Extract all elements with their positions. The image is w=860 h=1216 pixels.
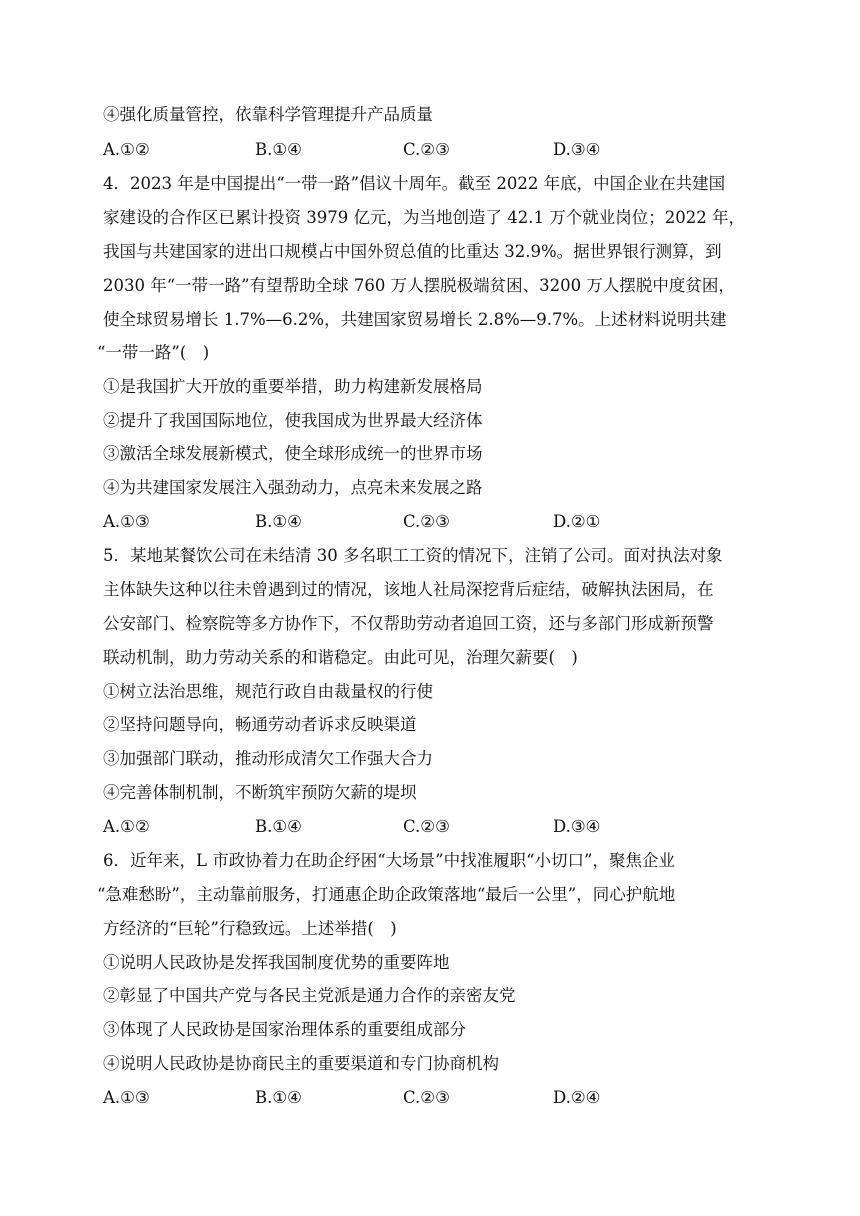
q3-item-4: ④强化质量管控，依靠科学管理提升产品质量 xyxy=(103,105,433,124)
q4-item-1: ①是我国扩大开放的重要举措，助力构建新发展格局 xyxy=(103,377,483,396)
q3-option-c: C.②③ xyxy=(403,140,450,159)
q6-stem-line-1: 6．近年来，L 市政协着力在助企纾困“大场景”中找准履职“小切口”，聚焦企业 xyxy=(103,851,675,870)
q6-item-1: ①说明人民政协是发挥我国制度优势的重要阵地 xyxy=(103,953,450,972)
q5-item-2: ②坚持问题导向，畅通劳动者诉求反映渠道 xyxy=(103,715,417,734)
q4-option-a: A.①③ xyxy=(103,512,150,531)
q6-item-3: ③体现了人民政协是国家治理体系的重要组成部分 xyxy=(103,1020,466,1039)
q5-option-c: C.②③ xyxy=(403,817,450,836)
q4-option-d: D.②① xyxy=(553,512,601,531)
q6-option-c: C.②③ xyxy=(403,1088,450,1107)
q4-option-b: B.①④ xyxy=(255,512,302,531)
q5-stem-line-2: 主体缺失这种以往未曾遇到过的情况，该地人社局深挖背后症结，破解执法困局，在 xyxy=(103,580,714,599)
q5-stem-line-4: 联动机制，助力劳动关系的和谐稳定。由此可见，治理欠薪要( ) xyxy=(103,648,578,667)
q5-item-4: ④完善体制机制，不断筑牢预防欠薪的堤坝 xyxy=(103,783,417,802)
q5-item-1: ①树立法治思维，规范行政自由裁量权的行使 xyxy=(103,682,433,701)
q4-stem-line-3: 我国与共建国家的进出口规模占中国外贸总值的比重达 32.9%。据世界银行测算，到 xyxy=(103,242,722,261)
q5-option-d: D.③④ xyxy=(553,817,601,836)
q5-option-a: A.①② xyxy=(103,817,150,836)
q3-option-d: D.③④ xyxy=(553,140,601,159)
q4-item-4: ④为共建国家发展注入强劲动力，点亮未来发展之路 xyxy=(103,478,483,497)
q6-stem-line-2: “急难愁盼”，主动靠前服务，打通惠企助企政策落地“最后一公里”，同心护航地 xyxy=(97,885,676,904)
q4-stem-line-5: 使全球贸易增长 1.7%—6.2%，共建国家贸易增长 2.8%—9.7%。上述材料说明共建 xyxy=(103,310,727,329)
q4-stem-line-1: 4．2023 年是中国提出“一带一路”倡议十周年。截至 2022 年底，中国企业在共建国 xyxy=(103,174,726,193)
q4-item-2: ②提升了我国国际地位，使我国成为世界最大经济体 xyxy=(103,411,483,430)
q5-stem-line-1: 5．某地某餐饮公司在未结清 30 多名职工工资的情况下，注销了公司。面对执法对象 xyxy=(103,546,723,565)
q4-stem-line-4: 2030 年“一带一路”有望帮助全球 760 万人摆脱极端贫困、3200 万人摆脱中度贫困， xyxy=(103,276,735,295)
q6-option-a: A.①③ xyxy=(103,1088,150,1107)
q4-stem-line-6: “一带一路”( ) xyxy=(97,343,210,362)
q4-option-c: C.②③ xyxy=(403,512,450,531)
q4-item-3: ③激活全球发展新模式，使全球形成统一的世界市场 xyxy=(103,444,483,463)
q5-option-b: B.①④ xyxy=(255,817,302,836)
q5-stem-line-3: 公安部门、检察院等多方协作下，不仅帮助劳动者追回工资，还与多部门形成新预警 xyxy=(103,614,714,633)
q6-item-4: ④说明人民政协是协商民主的重要渠道和专门协商机构 xyxy=(103,1054,499,1073)
q3-option-b: B.①④ xyxy=(255,140,302,159)
q6-item-2: ②彰显了中国共产党与各民主党派是通力合作的亲密友党 xyxy=(103,986,516,1005)
q6-option-d: D.②④ xyxy=(553,1088,601,1107)
q3-option-a: A.①② xyxy=(103,140,150,159)
q6-stem-line-3: 方经济的“巨轮”行稳致远。上述举措( ) xyxy=(103,919,397,938)
q5-item-3: ③加强部门联动，推动形成清欠工作强大合力 xyxy=(103,749,433,768)
q4-stem-line-2: 家建设的合作区已累计投资 3979 亿元，为当地创造了 42.1 万个就业岗位；2022 年， xyxy=(103,208,745,227)
q6-option-b: B.①④ xyxy=(255,1088,302,1107)
